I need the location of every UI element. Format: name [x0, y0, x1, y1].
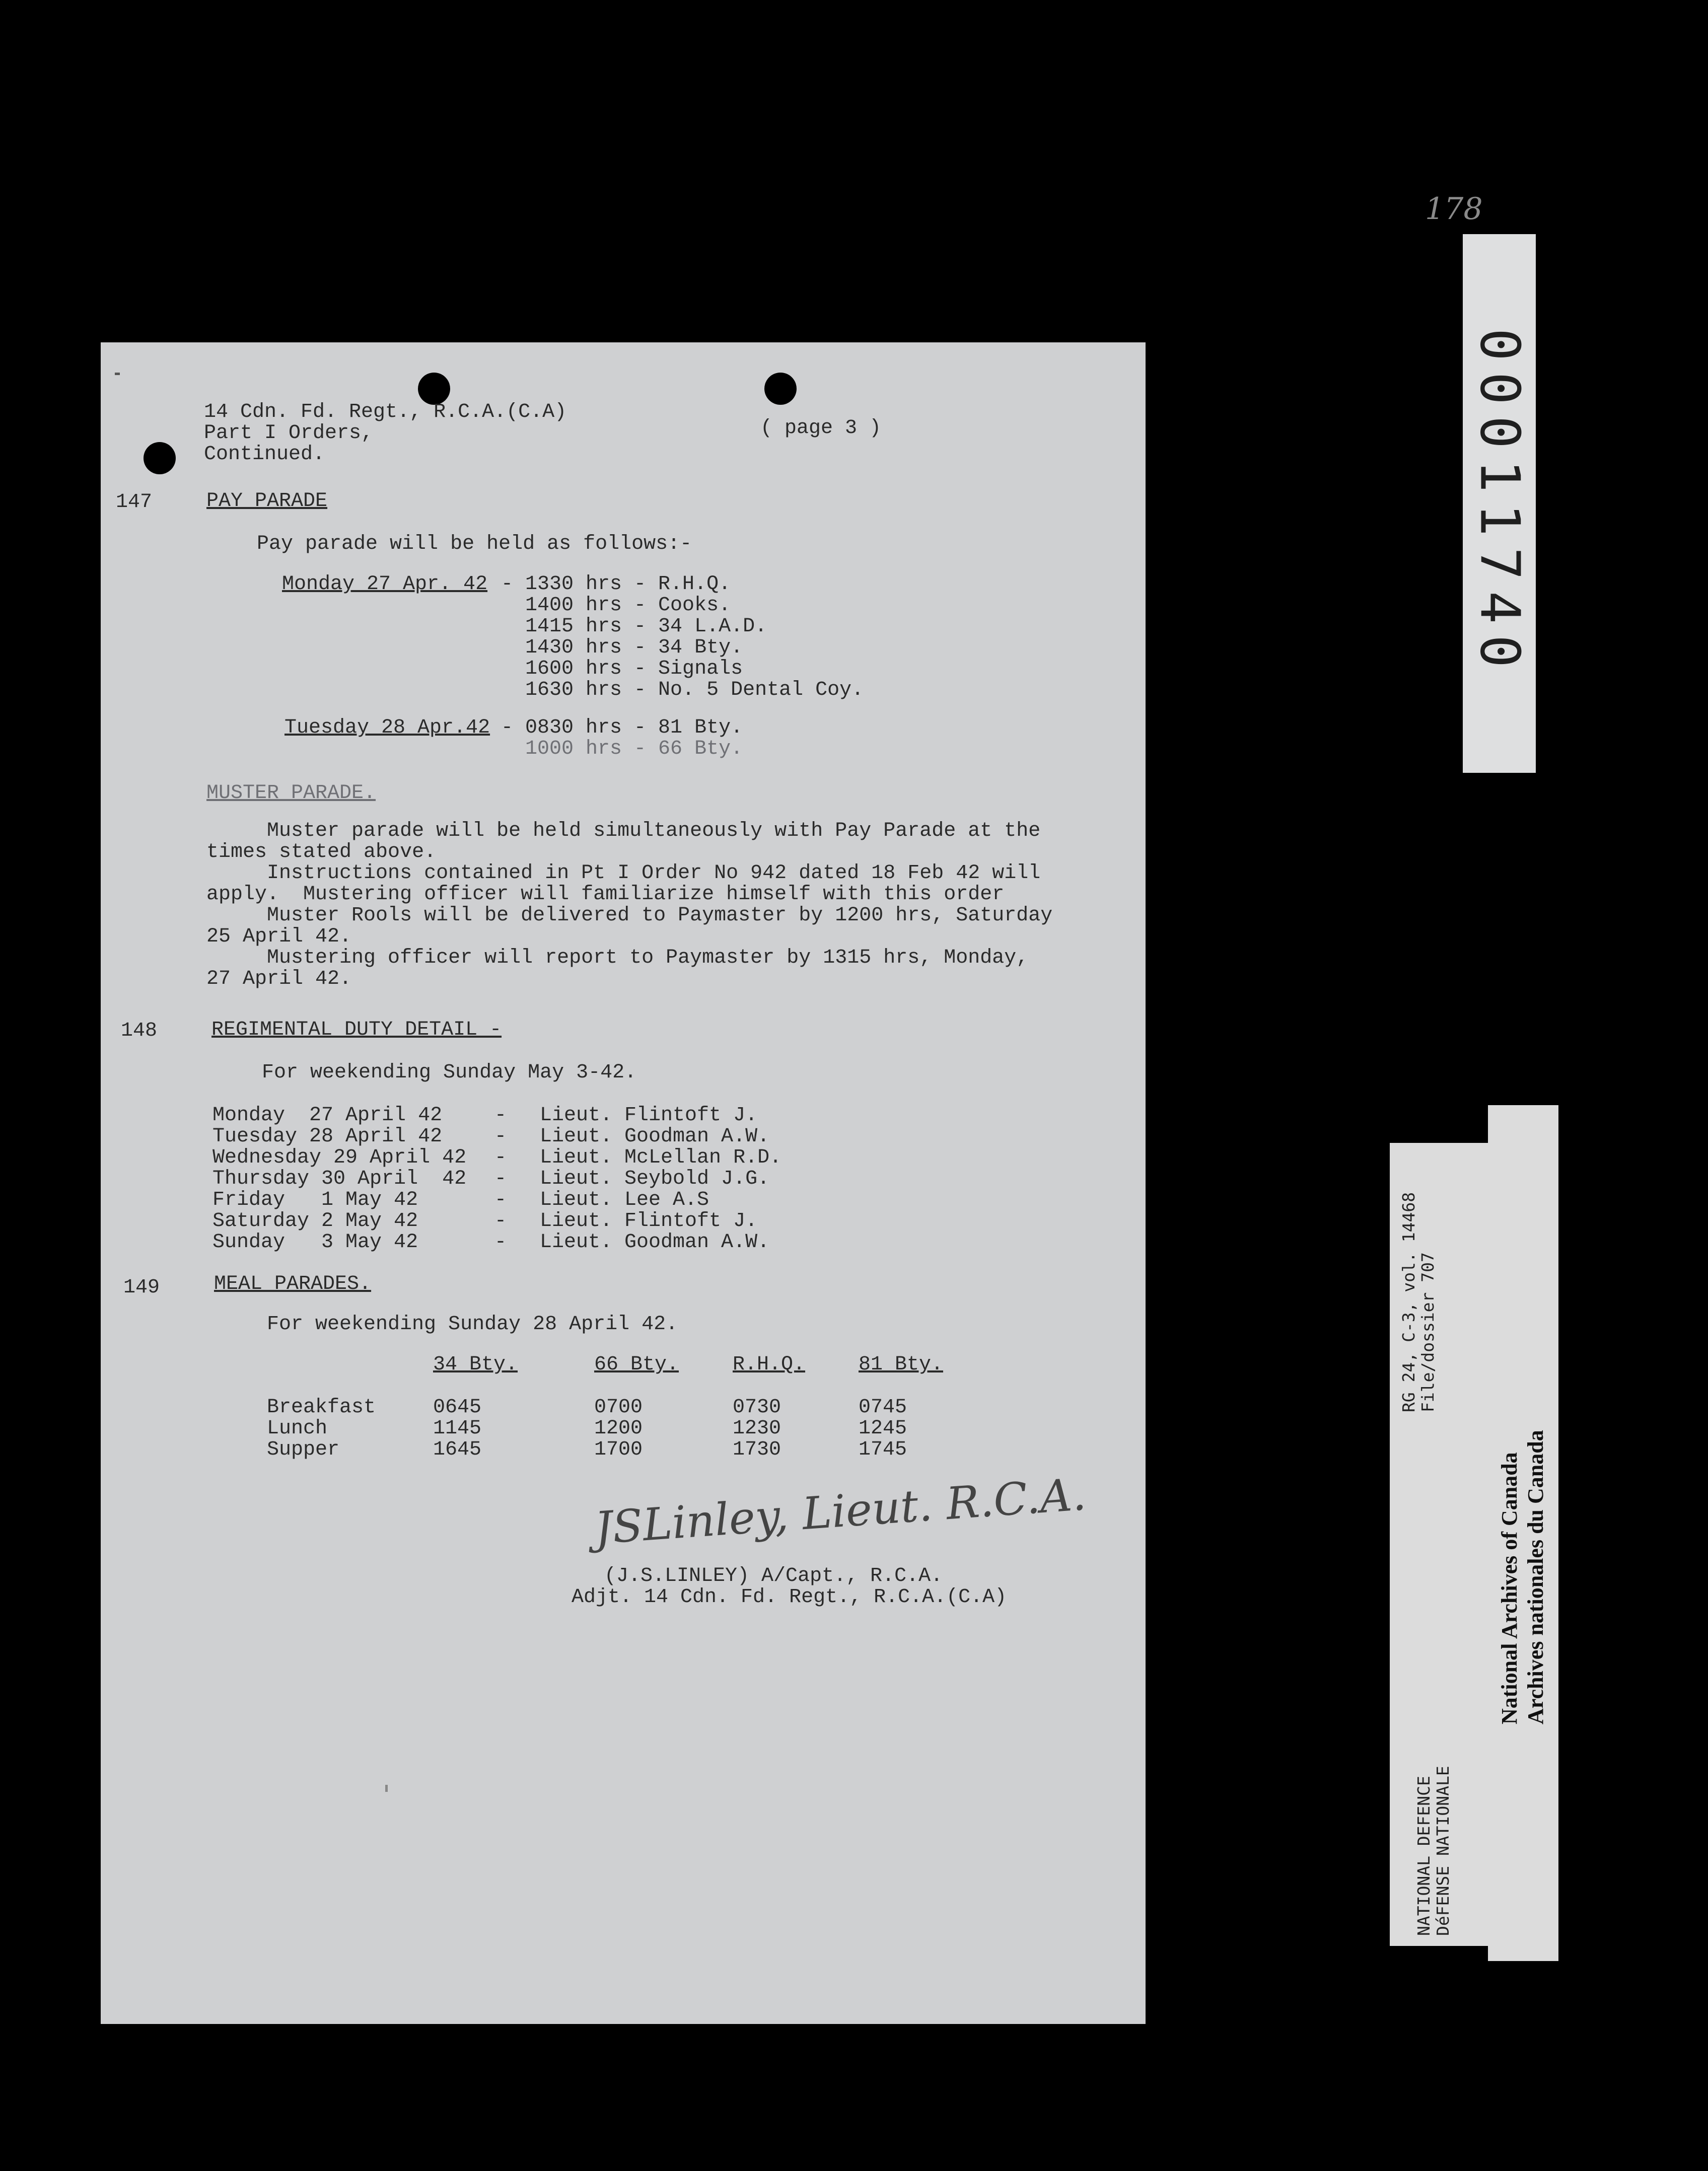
schedule-row: - 1330 hrs - R.H.Q.	[501, 573, 731, 596]
section-title: PAY PARADE	[206, 490, 328, 513]
schedule-row: 1430 hrs - 34 Bty.	[501, 636, 743, 659]
duty-officer: Lieut. Flintoft J.	[540, 1104, 758, 1127]
meal-time: 0645	[433, 1396, 482, 1419]
monday-label: Monday 27 Apr. 42	[282, 573, 488, 596]
muster-parade-title: MUSTER PARADE.	[206, 782, 376, 805]
handwritten-signature: JSLinley, Lieut. R.C.A.	[593, 1468, 1088, 1554]
archives-fr: Archives nationales du Canada	[1523, 1430, 1548, 1724]
duty-day: Monday 27 April 42	[212, 1104, 467, 1127]
punch-hole	[418, 373, 450, 405]
meal-intro: For weekending Sunday 28 April 42.	[267, 1313, 678, 1336]
meal-time: 1730	[733, 1438, 781, 1461]
department-en: NATIONAL DEFENCE	[1414, 1776, 1434, 1936]
duty-dash: -	[494, 1210, 507, 1233]
section-title: REGIMENTAL DUTY DETAIL -	[211, 1019, 502, 1041]
muster-line: apply. Mustering officer will familiarize himself with this order	[206, 883, 1005, 906]
handwritten-folio-number: 178	[1425, 191, 1483, 227]
signature-title: Adjt. 14 Cdn. Fd. Regt., R.C.A.(C.A)	[572, 1586, 1007, 1609]
meal-column-header: 34 Bty.	[433, 1353, 518, 1376]
duty-officer: Lieut. Goodman A.W.	[540, 1231, 770, 1254]
meal-column-header: 81 Bty.	[859, 1353, 944, 1376]
duty-dash: -	[494, 1104, 507, 1127]
meal-name: Breakfast	[267, 1396, 376, 1419]
duty-dash: -	[494, 1231, 507, 1254]
punch-hole	[764, 373, 797, 405]
section-title: MEAL PARADES.	[214, 1273, 372, 1295]
duty-officer: Lieut. Goodman A.W.	[540, 1125, 770, 1148]
muster-line: times stated above.	[206, 841, 437, 863]
page-number: ( page 3 )	[760, 417, 882, 440]
duty-day: Sunday 3 May 42	[212, 1231, 467, 1254]
meal-time: 0730	[733, 1396, 781, 1419]
section-number: 149	[123, 1276, 160, 1299]
muster-line: Muster parade will be held simultaneously with Pay Parade at the	[206, 820, 1041, 842]
section-number: 148	[121, 1020, 158, 1042]
meal-column-header: 66 Bty.	[594, 1353, 679, 1376]
duty-officer: Lieut. Flintoft J.	[540, 1210, 758, 1233]
muster-line: Instructions contained in Pt I Order No 942 dated 18 Feb 42 will	[206, 862, 1041, 885]
duty-day: Friday 1 May 42	[212, 1189, 467, 1211]
duty-day: Tuesday 28 April 42	[212, 1125, 467, 1148]
tuesday-label: Tuesday 28 Apr.42	[284, 716, 490, 739]
muster-line: Muster Rools will be delivered to Paymaster by 1200 hrs, Saturday	[206, 904, 1053, 927]
meal-time: 1700	[594, 1438, 643, 1461]
muster-line: 27 April 42.	[206, 968, 352, 990]
duty-dash: -	[494, 1168, 507, 1190]
archive-reference-label	[1390, 1143, 1488, 1946]
duty-day: Wednesday 29 April 42	[212, 1146, 467, 1169]
paper-speck	[385, 1785, 388, 1792]
duty-dash: -	[494, 1146, 507, 1169]
duty-officer: Lieut. McLellan R.D.	[540, 1146, 782, 1169]
archive-number: 00011740	[1468, 328, 1531, 679]
department-fr: DéFENSE NATIONALE	[1433, 1766, 1453, 1936]
duty-day: Saturday 2 May 42	[212, 1210, 467, 1233]
duty-dash: -	[494, 1125, 507, 1148]
meal-time: 0745	[859, 1396, 907, 1419]
meal-time: 1245	[859, 1417, 907, 1440]
punch-hole	[144, 442, 176, 474]
duty-day: Thursday 30 April 42	[212, 1168, 467, 1190]
meal-time: 0700	[594, 1396, 643, 1419]
national-archives-label	[1488, 1105, 1558, 1961]
document-page	[101, 342, 1146, 2024]
duty-officer: Lieut. Seybold J.G.	[540, 1168, 770, 1190]
meal-name: Lunch	[267, 1417, 328, 1440]
schedule-row: 1415 hrs - 34 L.A.D.	[501, 615, 767, 638]
reference-text: RG 24, C-3, vol. 14468	[1399, 1192, 1418, 1412]
meal-name: Supper	[267, 1438, 340, 1461]
header-unit: 14 Cdn. Fd. Regt., R.C.A.(C.A)	[204, 401, 567, 423]
schedule-row: 1600 hrs - Signals	[501, 658, 743, 680]
archive-number-stamp	[1463, 234, 1536, 773]
duty-officer: Lieut. Lee A.S	[540, 1189, 709, 1211]
meal-time: 1645	[433, 1438, 482, 1461]
meal-time: 1145	[433, 1417, 482, 1440]
archives-en: National Archives of Canada	[1497, 1452, 1522, 1724]
pay-parade-intro: Pay parade will be held as follows:-	[257, 533, 692, 555]
muster-line: 25 April 42.	[206, 925, 352, 948]
paper-speck	[115, 373, 120, 375]
header-orders: Part I Orders,	[204, 422, 374, 445]
duty-intro: For weekending Sunday May 3-42.	[262, 1061, 637, 1084]
meal-column-header: R.H.Q.	[733, 1353, 806, 1376]
schedule-row: - 0830 hrs - 81 Bty.	[501, 716, 743, 739]
header-continued: Continued.	[204, 443, 325, 466]
meal-time: 1230	[733, 1417, 781, 1440]
meal-time: 1745	[859, 1438, 907, 1461]
schedule-row: 1000 hrs - 66 Bty.	[501, 738, 743, 760]
meal-time: 1200	[594, 1417, 643, 1440]
schedule-row: 1400 hrs - Cooks.	[501, 594, 731, 617]
file-text: File/dossier 707	[1418, 1252, 1438, 1412]
duty-dash: -	[494, 1189, 507, 1211]
section-number: 147	[116, 491, 153, 514]
muster-line: Mustering officer will report to Paymaster by 1315 hrs, Monday,	[206, 947, 1029, 969]
signature-name: (J.S.LINLEY) A/Capt., R.C.A.	[604, 1565, 943, 1587]
schedule-row: 1630 hrs - No. 5 Dental Coy.	[501, 679, 864, 701]
